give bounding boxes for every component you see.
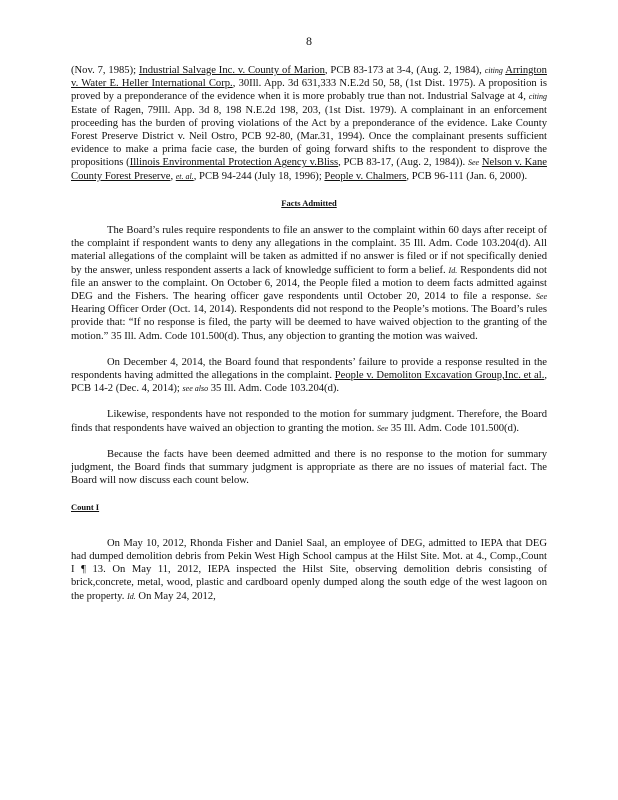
case-citation: Illinois Environmental Protection Agency v.Bliss — [129, 157, 339, 169]
text-run: Hearing Officer Order (Oct. 14, 2014). Respondents did not respond to the People’s motions. The Board’s rules provide that: “If no response is filed, the party will be deemed to have waived objection to the granting of the motion.” 35 Ill. Adm. Code 101.500(d). Thus, any objection to granting the motion was waived. — [71, 304, 547, 342]
citation-signal: et. al. — [175, 171, 194, 181]
text-run: Because the facts have been deemed admitted and there is no response to the motion for summary judgment, the Board finds that summary judgment is appropriate as there are no issues of material fact. The Board will now discuss each count below. — [71, 448, 547, 487]
text-run: 35 Ill. Adm. Code 103.204(d). — [208, 383, 340, 395]
paragraph-summary-judgment-waiver — [71, 408, 547, 434]
paragraph-burden-of-proof — [71, 64, 547, 183]
citation-signal: See — [467, 158, 480, 168]
paragraph-summary-judgment — [71, 448, 547, 488]
case-citation: People v. Chalmers — [324, 170, 407, 182]
page-number: 8 — [306, 34, 312, 48]
text-run: The Board’s rules require respondents to file an answer to the complaint within 60 days after receipt of the complaint if respondent wants to deny any allegations in the complaint. 35 Ill. Adm. Code 103.204(d). All material allegations of the complaint will be taken as admitted if no answer is filed or if not specifically denied by the answer, unless respondent asserts a lack of knowledge sufficient to form a belief. — [71, 225, 547, 276]
citation-signal: See — [376, 423, 389, 433]
paragraph-count-i — [71, 537, 547, 603]
text-run: , PCB 14-2 (Dec. 4, 2014); — [71, 370, 547, 395]
citation-signal: see also — [182, 384, 209, 394]
section-heading-count-i: Count I — [71, 502, 100, 513]
text-run: , PCB 94-244 (July 18, 1996); — [193, 170, 325, 182]
case-citation: People v. Demoliton Excavation Group,Inc. et al. — [334, 370, 545, 382]
paragraph-rules — [71, 224, 547, 343]
citation-signal: Id. — [448, 265, 458, 275]
citation-signal: citing — [484, 66, 503, 75]
text-run: , — [170, 170, 176, 182]
text-run: (Nov. 7, 1985); — [71, 65, 139, 76]
case-citation: Arrington v. Water E. Heller International Corp. — [71, 65, 547, 90]
citation-signal: Id. — [127, 591, 136, 601]
text-run: , PCB 83-173 at 3-4, (Aug. 2, 1984), — [324, 65, 485, 76]
case-citation: Industrial Salvage Inc. v. County of Marion — [138, 65, 325, 76]
text-run: On December 4, 2014, the Board found that respondents’ failure to provide a response resulted in the respondents having admitted the allegations in the complaint. — [71, 356, 547, 382]
citation-signal: citing — [528, 92, 547, 102]
paragraph-board-finding — [71, 356, 547, 396]
text-run: Estate of Ragen, 79Ill. App. 3d 8, 198 N.E.2d 198, 203, (1st Dist. 1979). A complainant in an enforcement proceeding has the burden of proving violations of the Act by a preponderance of the evidence. Lake County Forest Preserve District v. Neil Ostro, PCB 92-80, (Mar.31, 1994). Once the complainant presents sufficient evidence to make a prima facie case, the burden of going forward shifts to the respondent to disprove the propositions ( — [71, 104, 547, 169]
text-run: On May 24, 2012, — [135, 590, 216, 602]
text-run: , PCB 83-17, (Aug. 2, 1984)). — [338, 157, 468, 169]
text-run: , PCB 96-111 (Jan. 6, 2000). — [406, 170, 528, 182]
text-run: , 30Ill. App. 3d 631,333 N.E.2d 50, 58, (1st Dist. 1975). A proposition is proved by a preponderance of the evidence when it is more probably true than not. Industrial Salvage at 4, — [71, 78, 547, 103]
citation-signal: See — [535, 292, 547, 302]
text-run: 35 Ill. Adm. Code 101.500(d). — [388, 422, 520, 434]
document-body — [71, 64, 547, 603]
text-run: Likewise, respondents have not responded to the motion for summary judgment. Therefore, the Board finds that respondents have waived an objection to granting the motion. — [71, 409, 547, 434]
text-run: Respondents did not file an answer to the complaint. On October 6, 2014, the People filed a motion to deem facts admitted against DEG and the Fishers. The hearing officer gave respondents until October 20, 2014 to file a response. — [71, 264, 547, 303]
text-run: On May 10, 2012, Rhonda Fisher and Daniel Saal, an employee of DEG, admitted to IEPA that DEG had dumped demolition debris from Pekin West High School campus at the Hilst Site. Mot. at 4., Comp.,Count I ¶ 13. On May 11, 2012, IEPA inspected the Hilst Site, observing demolition debris consisting of brick,concrete, metal, wood, plastic and cardboard openly dumped along the south edge of the west lagoon on the property. — [71, 537, 547, 602]
case-citation: Nelson v. Kane County Forest Preserve — [71, 157, 548, 182]
section-heading-facts-admitted: Facts Admitted — [281, 197, 337, 208]
